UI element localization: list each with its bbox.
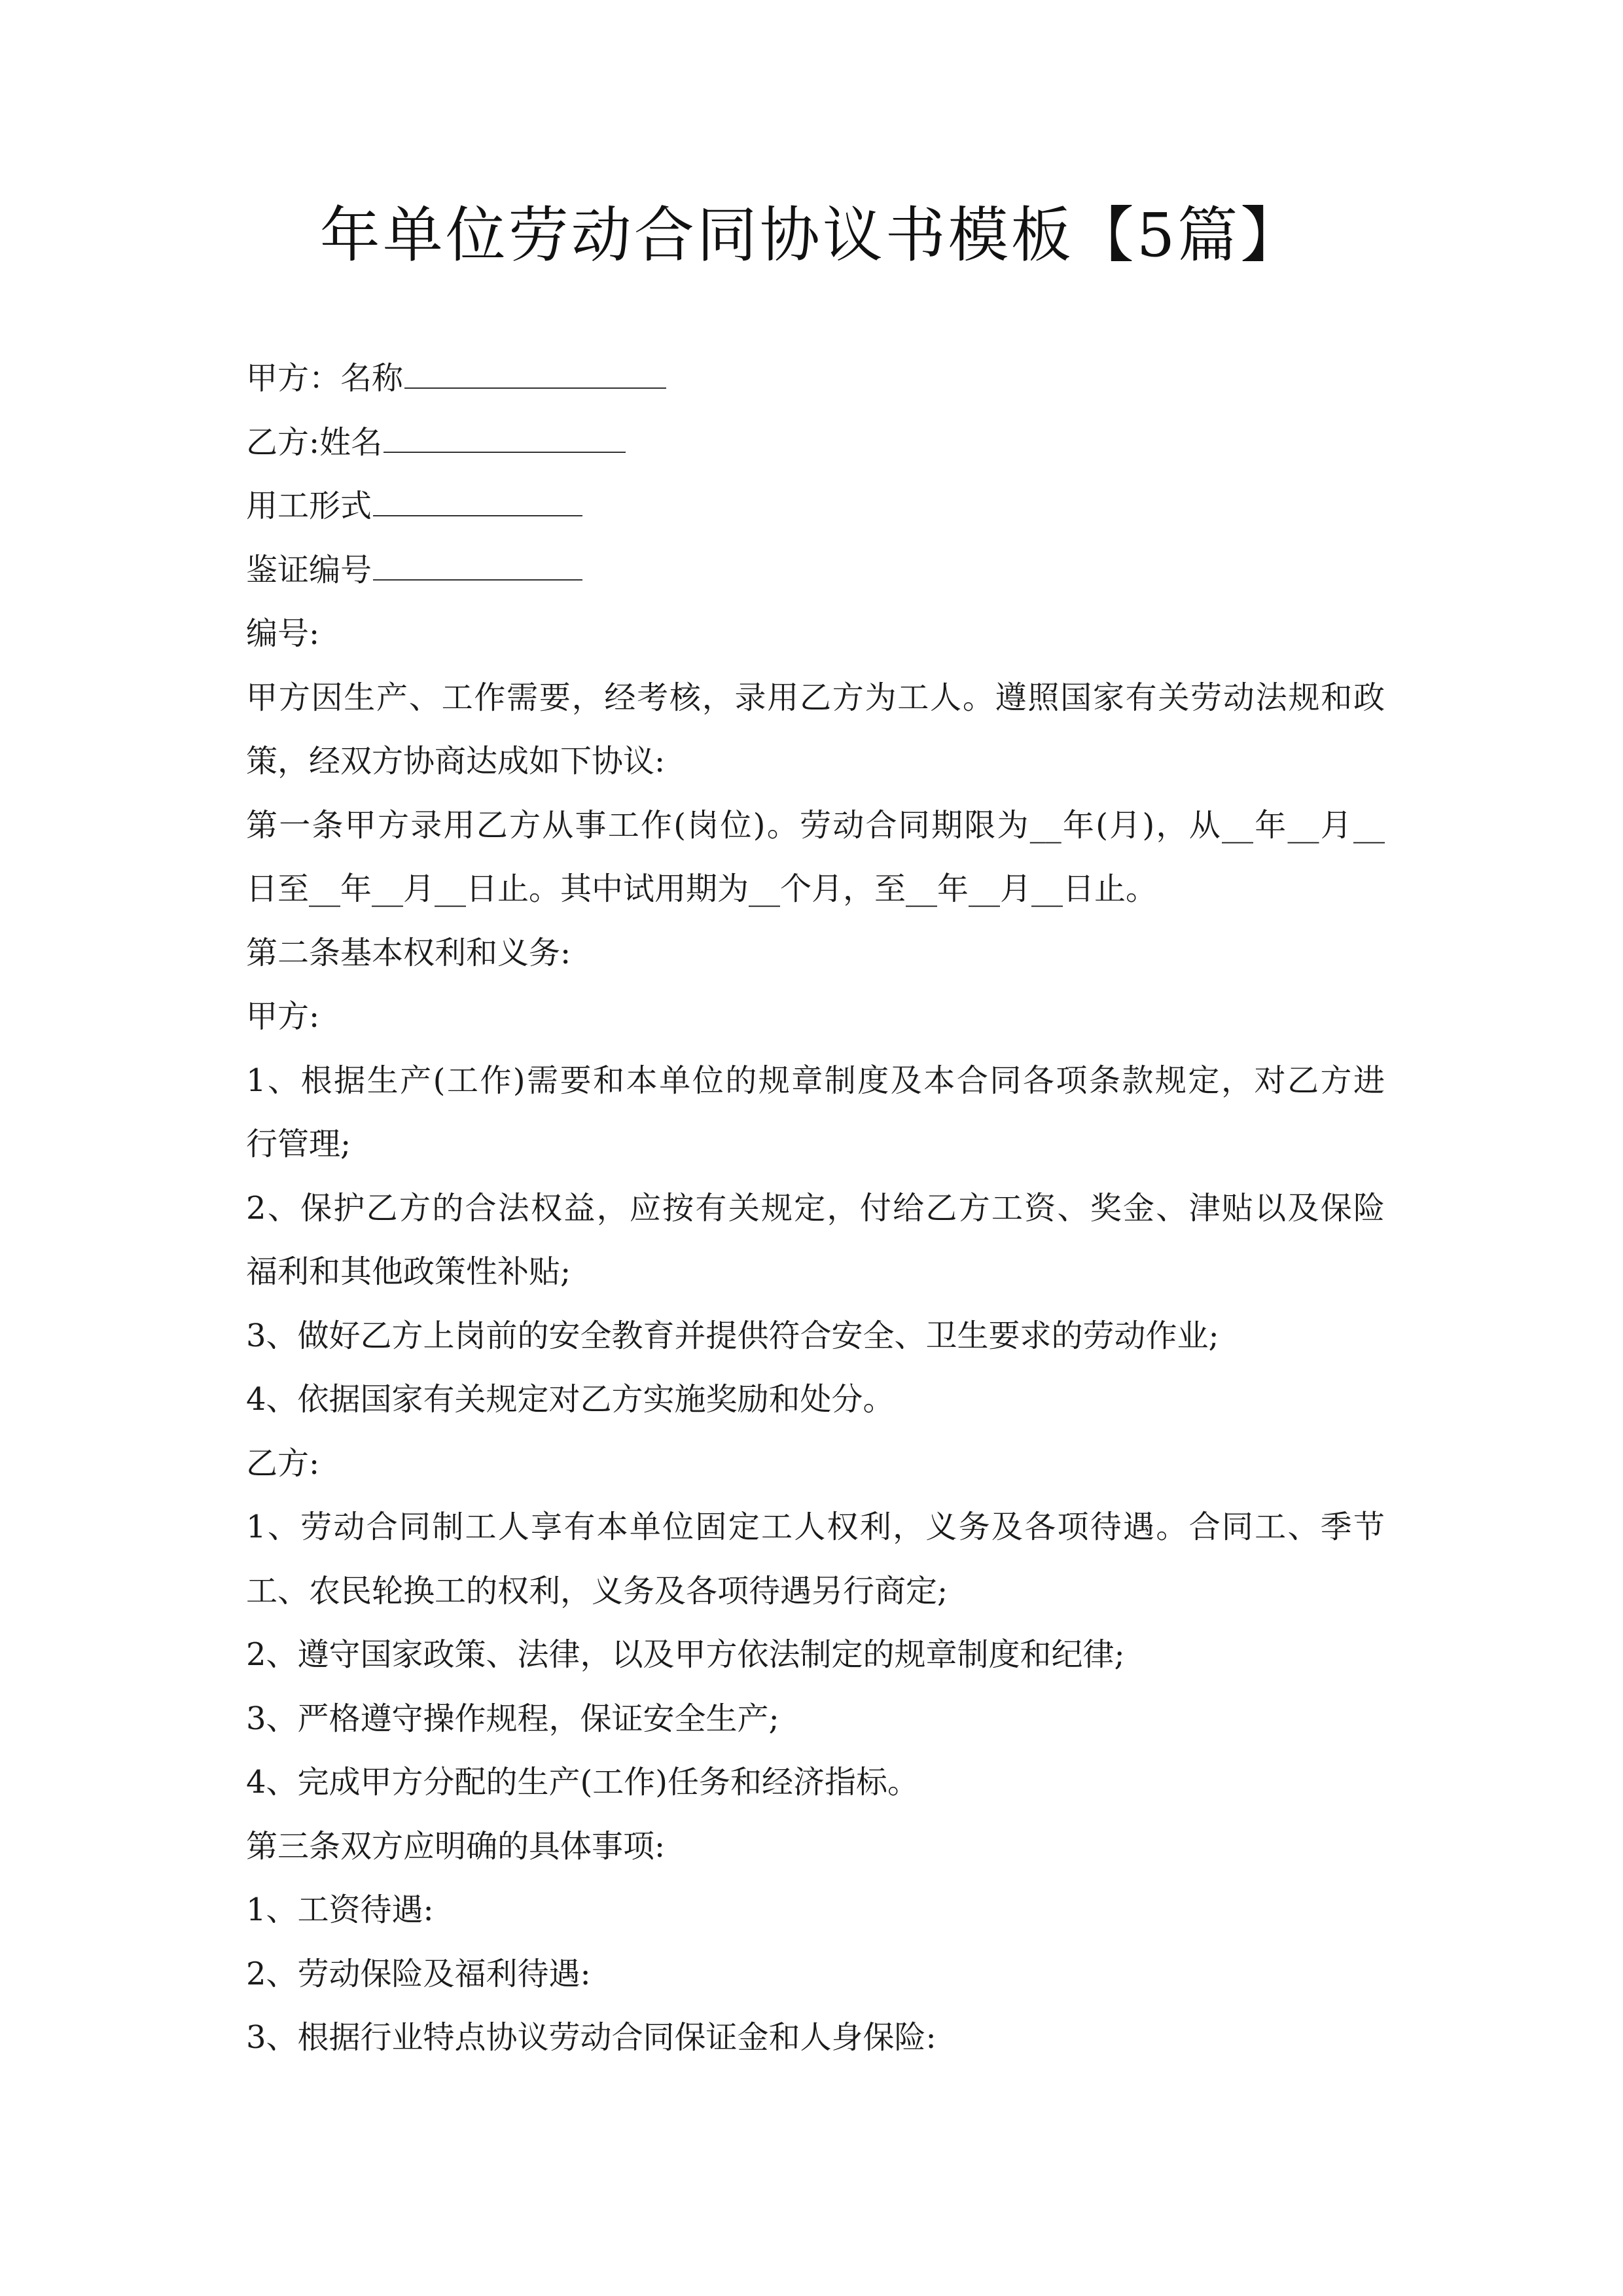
paragraph-line: 第一条甲方录用乙方从事工作(岗位)。劳动合同期限为__年(月)，从__年__月__ (246, 806, 1385, 844)
paragraph-line: 3、严格遵守操作规程，保证安全生产; (246, 1700, 779, 1737)
paragraph-line: 福利和其他政策性补贴; (246, 1253, 571, 1290)
party-a-name-label: 甲方：名称 (246, 360, 404, 397)
party-b-name-field (246, 411, 1385, 475)
paragraph-line: 4、完成甲方分配的生产(工作)任务和经济指标。 (246, 1764, 919, 1801)
paragraph-line: 工、农民轮换工的权利，义务及各项待遇另行商定; (246, 1572, 948, 1609)
paragraph-line: 2、劳动保险及福利待遇: (246, 1955, 591, 1992)
paragraph-line: 1、工资待遇: (246, 1892, 434, 1928)
section-heading: 第三条双方应明确的具体事项: (246, 1827, 666, 1865)
paragraph-line: 1、根据生产(工作)需要和本单位的规章制度及本合同各项条款规定，对乙方进 (246, 1062, 1385, 1099)
employment-form-label: 用工形式 (246, 488, 372, 524)
document-title: 年单位劳动合同协议书模板【5篇】 (319, 200, 1304, 270)
paragraph-line: 行管理; (246, 1126, 351, 1162)
paragraph-line: 4、依据国家有关规定对乙方实施奖励和处分。 (246, 1381, 895, 1418)
employment-form-field (246, 475, 1385, 539)
paragraph-line: 2、遵守国家政策、法律，以及甲方依法制定的规章制度和纪律; (246, 1636, 1125, 1673)
party-a-name-field (246, 347, 1385, 411)
paragraph-line: 甲方因生产、工作需要，经考核，录用乙方为工人。遵照国家有关劳动法规和政 (246, 679, 1385, 716)
party-b-name-label: 乙方:姓名 (246, 423, 383, 461)
party-a-name-blank (404, 361, 666, 389)
party-heading: 乙方: (246, 1444, 320, 1482)
paragraph-line: 策，经双方协商达成如下协议: (246, 743, 666, 780)
paragraph-line: 日至__年__月__日止。其中试用期为__个月，至__年__月__日止。 (246, 870, 1158, 907)
document-body (246, 347, 1385, 2070)
section-heading: 第二条基本权利和义务: (246, 934, 571, 971)
certification-number-field (246, 539, 1385, 603)
employment-form-blank (373, 489, 582, 516)
paragraph-line: 3、做好乙方上岗前的安全教育并提供符合安全、卫生要求的劳动作业; (246, 1317, 1219, 1354)
number-label: 编号: (246, 615, 320, 652)
paragraph-line: 3、根据行业特点协议劳动合同保证金和人身保险: (246, 2019, 936, 2056)
paragraph-line: 2、保护乙方的合法权益，应按有关规定，付给乙方工资、奖金、津贴以及保险 (246, 1189, 1385, 1227)
certification-number-blank (373, 553, 582, 581)
party-b-name-blank (383, 425, 626, 453)
paragraph-line: 1、劳动合同制工人享有本单位固定工人权利，义务及各项待遇。合同工、季节 (246, 1509, 1385, 1545)
certification-number-label: 鉴证编号 (246, 551, 372, 588)
party-heading: 甲方: (246, 998, 320, 1035)
